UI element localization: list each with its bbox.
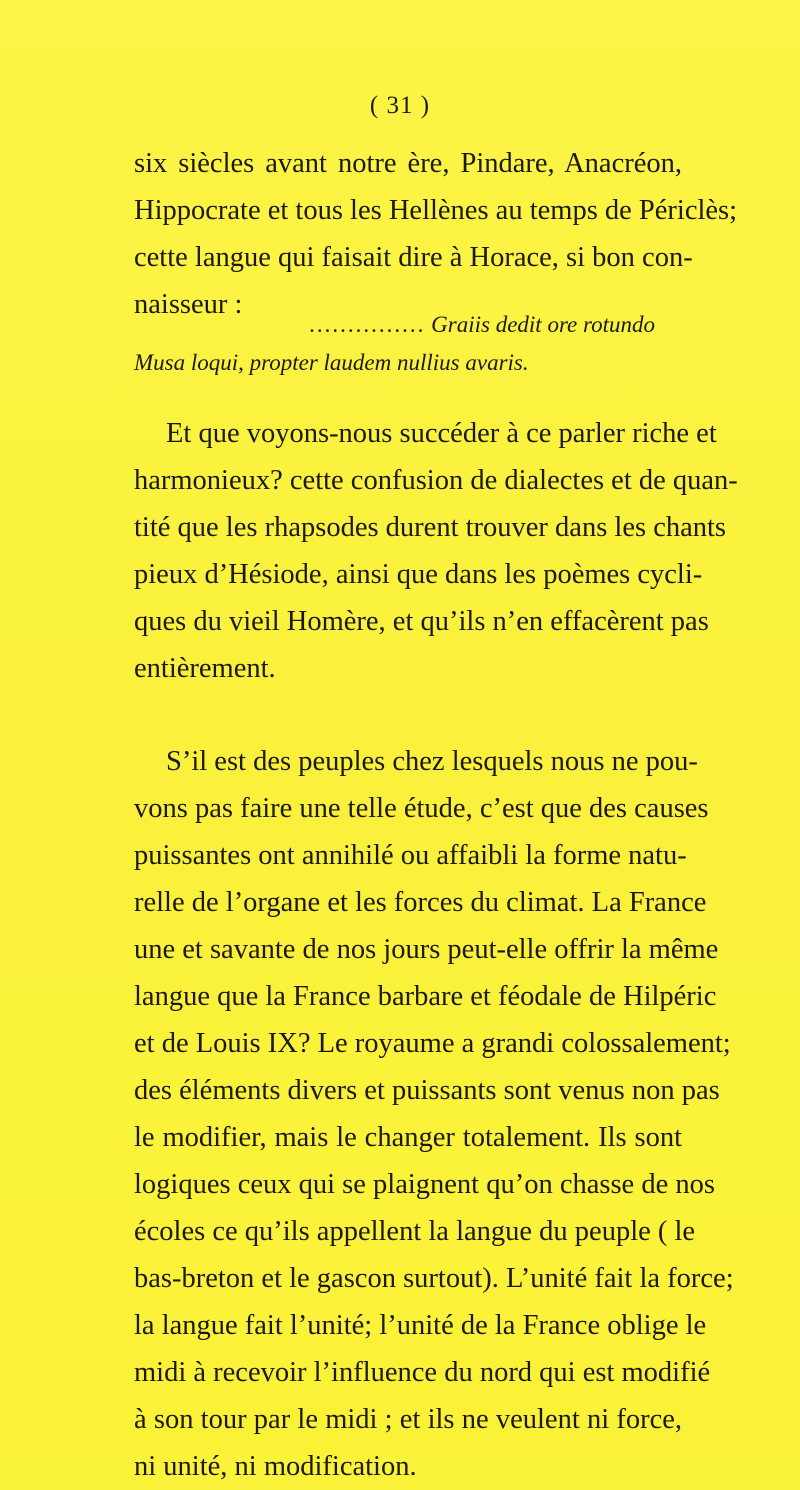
quote-ellipsis-dots: ............... [309,312,426,337]
page-number: ( 31 ) [369,92,431,119]
quote-line-1 [134,306,682,344]
text-line: bas-breton et le gascon surtout). L’unité fait la force; [134,1263,734,1294]
text-line: pieux d’Hésiode, ainsi que dans les poèmes cycli- [134,559,703,590]
text-line: S’il est des peuples chez lesquels nous ne pou- [166,746,698,777]
text-line: langue que la France barbare et féodale de Hilpéric [134,981,717,1012]
text-line: tité que les rhapsodes durent trouver dans les chants [134,512,727,543]
text-line: Hippocrate et tous les Hellènes au temps de Périclès; [134,195,738,226]
text-line: relle de l’organe et les forces du climat. La France [134,887,707,918]
quote-line-2: Musa loqui, propter laudem nullius avaris. [134,350,529,375]
text-line: à son tour par le midi ; et ils ne veulent ni force, [134,1404,682,1435]
text-line: harmonieux? cette confusion de dialectes et de quan- [134,465,738,496]
text-line: midi à recevoir l’influence du nord qui est modifié [134,1357,711,1388]
text-line: ni unité, ni modification. [134,1451,417,1482]
paragraph-1 [134,140,738,328]
quote-line-1-text: Graiis dedit ore rotundo [431,312,655,337]
text-line: logiques ceux qui se plaignent qu’on chasse de nos [134,1169,715,1200]
text-line: six siècles avant notre ère, Pindare, Anacréon, [134,148,682,179]
text-line: la langue fait l’unité; l’unité de la France oblige le [134,1310,707,1341]
paragraph-2 [134,410,738,692]
text-line: Et que voyons-nous succéder à ce parler riche et [166,418,717,449]
text-line: cette langue qui faisait dire à Horace, si bon con- [134,242,693,273]
text-line: ques du vieil Homère, et qu’ils n’en effacèrent pas [134,606,709,637]
paragraph-3 [134,738,734,1490]
text-line: puissantes ont annihilé ou affaibli la forme natu- [134,840,687,871]
text-line: le modifier, mais le changer totalement. Ils sont [134,1122,682,1153]
text-line: écoles ce qu’ils appellent la langue du peuple ( le [134,1216,696,1247]
text-line: des éléments divers et puissants sont venus non pas [134,1075,720,1106]
text-line: vons pas faire une telle étude, c’est que des causes [134,793,709,824]
text-line: et de Louis IX? Le royaume a grandi colossalement; [134,1028,731,1059]
text-line: entièrement. [134,653,276,684]
latin-quotation [134,306,682,382]
text-line: naisseur : [134,289,243,320]
text-line: une et savante de nos jours peut-elle offrir la même [134,934,719,965]
